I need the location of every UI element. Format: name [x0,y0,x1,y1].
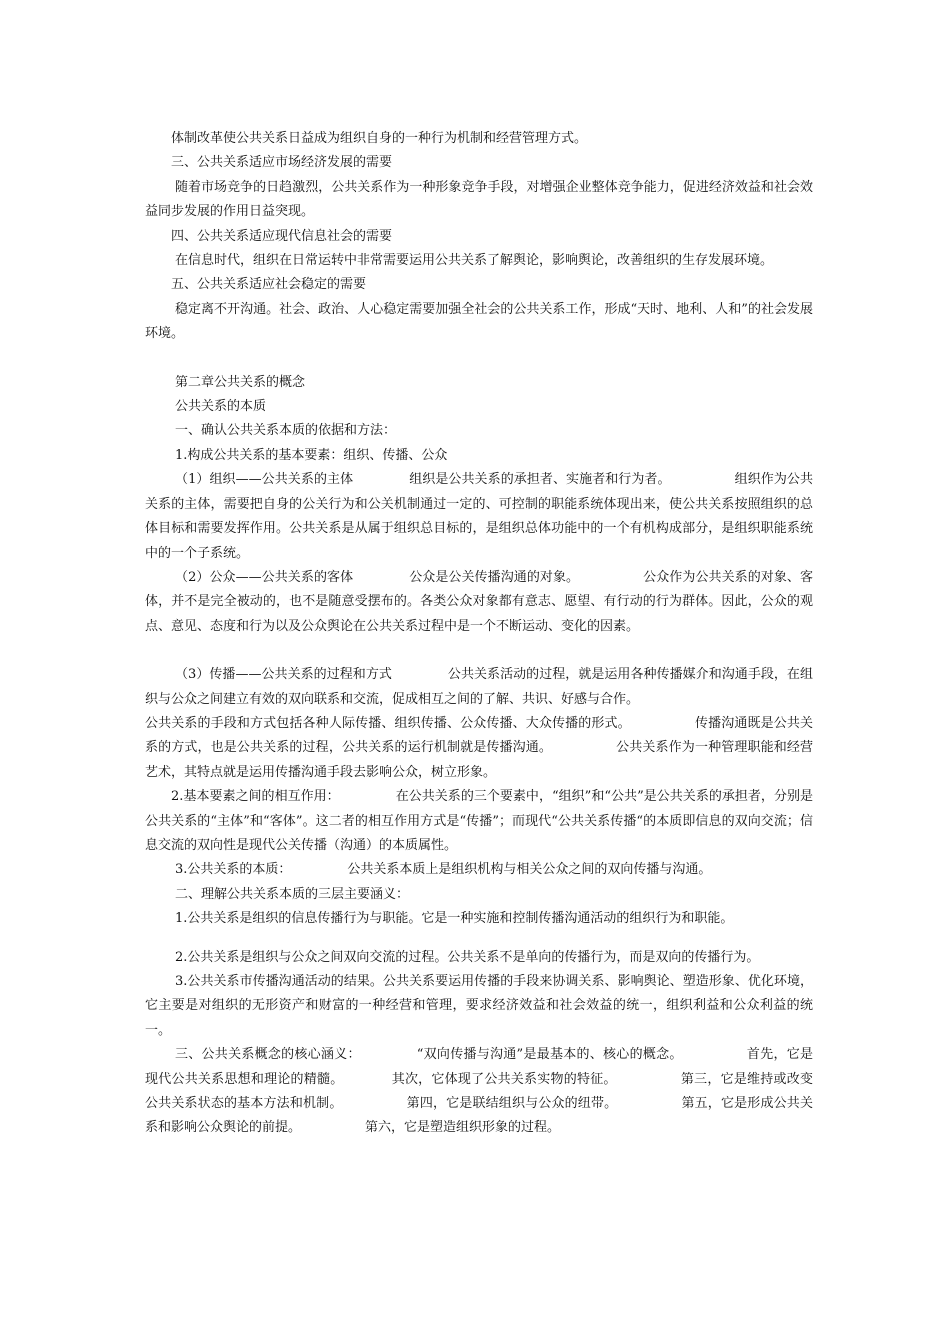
chapter-title-text: 第二章公共关系的概念 [175,374,306,390]
subsection-heading [145,444,813,468]
paragraph-text: 3.公共关系市传播沟通活动的结果。公共关系要运用传播的手段来协调关系、影响舆论、塑造形象、优化环境，它主要是对组织的无形资产和财富的一种经营和管理，要求经济效益和社会效益的统一，组织利益和公众利益的统一。 [145,974,813,1038]
subtitle-text: 公共关系的本质 [175,399,267,415]
spacer [145,932,813,946]
section-heading [145,883,813,907]
paragraph-interaction [145,785,813,858]
paragraph [145,298,813,347]
paragraph-text: 随着市场竞争的日趋激烈，公共关系作为一种形象竞争手段，对增强企业整体竞争能力，促进经济效益和社会效益同步发展的作用日益突现。 [145,179,813,220]
heading-text: 三、公共关系概念的核心涵义： [175,1047,361,1063]
document-body [145,127,813,1141]
paragraph-public [145,566,813,639]
text-line: 体制改革使公共关系日益成为组织自身的一种行为机制和经营管理方式。 [171,131,588,146]
item-heading: （2）公众——公共关系的客体 [175,569,354,585]
item-heading: （1）组织——公共关系的主体 [175,472,354,488]
paragraph-text: 在公共关系的三个要素中，“组织”和“公共”是公共关系的承担者，分别是公共关系的“主体”和“客体”。这二者的相互作用方式是“传播”；而现代“公共关系传播“的本质即信息的双向交流；信息交流的双向性是现代公关传播（沟通）的本质属性。 [145,789,813,853]
chapter-title [145,371,813,395]
meaning-item [145,970,813,1043]
section-heading [145,225,813,249]
meaning-item [145,907,813,931]
heading-text: 1.构成公共关系的基本要素：组织、传播、公众 [175,447,448,463]
heading-text: 二、理解公共关系本质的三层主要涵义： [175,886,410,902]
paragraph-communication [145,663,813,712]
paragraph-text: 2.公共关系是组织与公众之间双向交流的过程。公共关系不是单向的传播行为，而是双向的传播行为。 [175,949,760,965]
heading-text: 五、公共关系适应社会稳定的需要 [171,277,367,293]
paragraph-text: 在信息时代，组织在日常运转中非常需要运用公共关系了解舆论，影响舆论，改善组织的生存发展环境。 [175,253,774,269]
paragraph-organization [145,468,813,566]
item-heading: 2.基本要素之间的相互作用： [171,789,340,805]
heading-text: 三、公共关系适应市场经济发展的需要 [171,155,393,171]
paragraph-text: 传播沟通既是公共关系的方式，也是公共关系的过程，公共关系的运行机制就是传播沟通。 [145,715,813,756]
heading-text: 一、确认公共关系本质的依据和方法： [175,423,397,439]
paragraph-essence [145,858,813,882]
paragraph [145,176,813,225]
section-heading [145,151,813,175]
paragraph-text: 第四，它是联结组织与公众的纽带。 [406,1096,618,1112]
paragraph-text: 1.公共关系是组织的信息传播行为与职能。它是一种实施和控制传播沟通活动的组织行为和职能。 [175,911,734,927]
paragraph-text: “双向传播与沟通”是最基本的、核心的概念。 [416,1047,683,1063]
paragraph-text: 稳定离不开沟通。社会、政治、人心稳定需要加强全社会的公共关系工作，形成“天时、地利、人和”的社会发展环境。 [145,301,813,342]
paragraph-text: 公共关系的手段和方式包括各种人际传播、组织传播、公众传播、大众传播的形式。 [145,715,631,731]
paragraph-text: 公众作为公共关系的对象、客体，并不是完全被动的，也不是随意受摆布的。各类公众对象都有意志、愿望、有行动的行为群体。因此，公众的观点、意见、态度和行为以及公众舆论在公共关系过程中是一个不断运动、变化的因素。 [145,569,813,634]
paragraph-text: 第六，它是塑造组织形象的过程。 [365,1120,561,1136]
item-heading: （3）传播——公共关系的过程和方式 [175,667,392,683]
spacer [145,347,813,371]
chapter-subtitle [145,395,813,419]
heading-text: 四、公共关系适应现代信息社会的需要 [171,228,393,244]
paragraph-text: 首先，它是现代公共关系思想和理论的精髓。 [145,1047,813,1087]
paragraph-text: 第五，它是形成公共关系和影响公众舆论的前提。 [145,1096,813,1136]
paragraph-core [145,1043,813,1141]
paragraph-text: 公共关系作为一种管理职能和经营艺术，其特点就是运用传播沟通手段去影响公众，树立形象。 [145,740,813,780]
meaning-item [145,946,813,970]
paragraph [145,249,813,273]
paragraph-text: 其次，它体现了公共关系实物的特征。 [391,1071,617,1087]
paragraph [145,712,813,785]
paragraph-text: 组织作为公共关系的主体，需要把自身的公关行为和公关机制通过一定的、可控制的职能系统体现出来，使公共关系按照组织的总体目标和需要发挥作用。公共关系是从属于组织总目标的，是组织总体功能中的一个有机构成部分，是组织职能系统中的一个子系统。 [145,472,813,561]
spacer [145,639,813,663]
paragraph-text: 公众是公关传播沟通的对象。 [409,569,580,585]
item-heading: 3.公共关系的本质： [175,862,292,878]
paragraph-text: 组织是公共关系的承担者、实施者和行为者。 [409,472,671,488]
paragraph-text: 公共关系活动的过程，就是运用各种传播媒介和沟通手段，在组织与公众之间建立有效的双向联系和交流，促成相互之间的了解、共识、好感与合作。 [145,667,813,707]
paragraph [145,127,813,151]
section-heading [145,419,813,443]
section-heading [145,273,813,297]
paragraph-text: 第三，它是维持或改变公共关系状态的基本方法和机制。 [145,1071,813,1112]
paragraph-text: 公共关系本质上是组织机构与相关公众之间的双向传播与沟通。 [347,862,712,878]
